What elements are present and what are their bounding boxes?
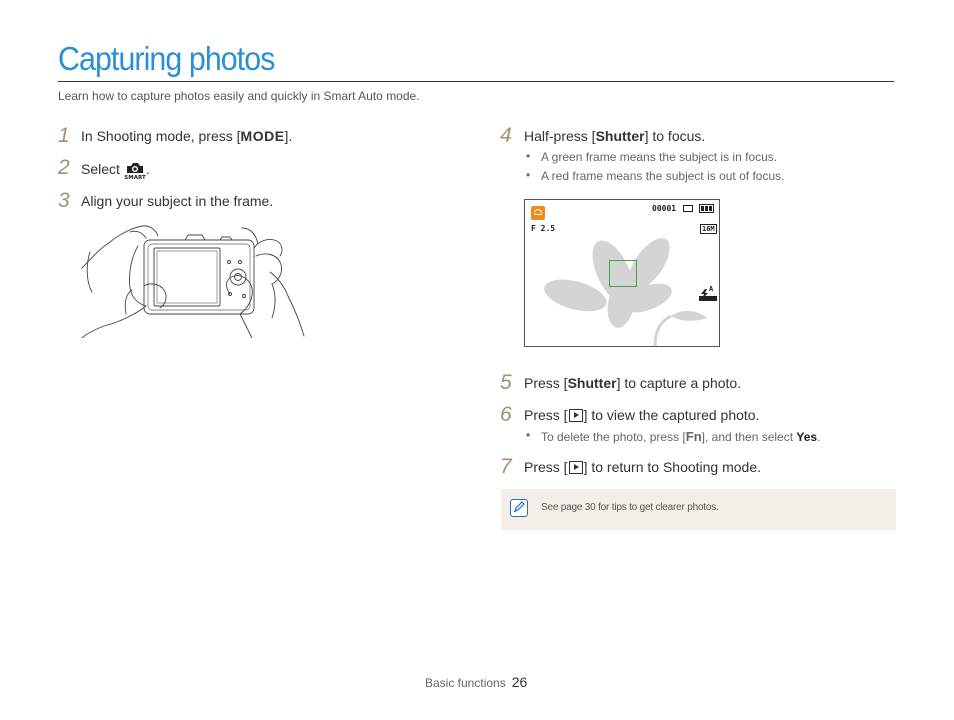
step-1 bbox=[81, 128, 292, 144]
bullet-green-frame bbox=[526, 149, 778, 164]
step-number-3: 3 bbox=[58, 189, 70, 212]
step-4 bbox=[524, 128, 705, 144]
memory-card-icon bbox=[683, 205, 693, 212]
step-number-7: 7 bbox=[500, 455, 512, 478]
shutter-key: Shutter bbox=[595, 128, 645, 144]
step-7-text-before: Press [ bbox=[524, 459, 568, 475]
step-number-6: 6 bbox=[500, 403, 512, 426]
focus-frame bbox=[609, 260, 637, 287]
step-6-text-after: ] to view the captured photo. bbox=[583, 407, 760, 423]
page-number: 26 bbox=[511, 674, 528, 690]
battery-icon bbox=[699, 204, 714, 213]
footer-section-name: Basic functions bbox=[425, 676, 506, 690]
playback-icon bbox=[569, 409, 583, 422]
step-number-1: 1 bbox=[58, 124, 70, 147]
playback-icon bbox=[569, 461, 583, 474]
shutter-key: Shutter bbox=[567, 375, 617, 391]
step-7 bbox=[524, 459, 761, 475]
title-divider bbox=[58, 81, 894, 82]
step-5-text-after: ] to capture a photo. bbox=[616, 375, 742, 391]
page-footer bbox=[425, 674, 527, 690]
bullet-red-frame-text: A red frame means the subject is out of focus. bbox=[541, 169, 785, 183]
step-4-text-before: Half-press [ bbox=[524, 128, 596, 144]
mode-key: MODE bbox=[240, 128, 285, 144]
shot-counter: 00001 bbox=[652, 204, 677, 213]
step-2 bbox=[81, 160, 150, 180]
step-2-text-after: . bbox=[145, 161, 150, 177]
tip-note-box bbox=[501, 489, 896, 530]
flash-mode-label: A bbox=[709, 285, 714, 293]
bullet-dot: • bbox=[526, 428, 531, 442]
image-size-badge: 16M bbox=[702, 225, 715, 233]
hands-holding-camera-illustration bbox=[80, 222, 306, 338]
step-number-2: 2 bbox=[58, 156, 70, 179]
flash-status-bar bbox=[699, 296, 717, 301]
step-3: Align your subject in the frame. bbox=[81, 193, 274, 209]
pencil-note-icon bbox=[510, 499, 528, 517]
flash-auto-icon bbox=[700, 286, 709, 304]
page-title: Capturing photos bbox=[58, 40, 275, 77]
bullet-delete-photo bbox=[526, 428, 821, 444]
yes-option: Yes bbox=[796, 430, 818, 444]
step-number-4: 4 bbox=[500, 124, 512, 147]
camera-viewfinder bbox=[524, 199, 720, 347]
step-6 bbox=[524, 407, 759, 423]
step-1-text-after: ]. bbox=[284, 128, 293, 144]
aperture-readout: F 2.5 bbox=[531, 224, 556, 233]
smart-mode-indicator-icon bbox=[531, 206, 545, 220]
step-5 bbox=[524, 375, 741, 391]
fn-key: Fn bbox=[685, 429, 702, 444]
bullet-dot: • bbox=[526, 168, 531, 182]
step-7-text-after: ] to return to Shooting mode. bbox=[583, 459, 762, 475]
step-1-text-before: In Shooting mode, press [ bbox=[81, 128, 241, 144]
tip-note-text: See page 30 for tips to get clearer photos. bbox=[541, 502, 719, 513]
step-2-text-before: Select bbox=[81, 161, 120, 177]
step-4-text-after: ] to focus. bbox=[644, 128, 706, 144]
bullet-delete-text-before: To delete the photo, press [ bbox=[541, 430, 686, 444]
step-5-text-before: Press [ bbox=[524, 375, 568, 391]
bullet-delete-text-mid: ], and then select bbox=[701, 430, 797, 444]
step-6-text-before: Press [ bbox=[524, 407, 568, 423]
bullet-delete-text-after: . bbox=[817, 430, 821, 444]
bullet-green-frame-text: A green frame means the subject is in focus. bbox=[541, 150, 778, 164]
bullet-red-frame bbox=[526, 168, 785, 183]
smart-auto-icon bbox=[124, 160, 146, 180]
smart-icon-label: SMART bbox=[124, 175, 146, 180]
page-subtitle: Learn how to capture photos easily and quickly in Smart Auto mode. bbox=[58, 89, 420, 103]
bullet-dot: • bbox=[526, 149, 531, 163]
step-number-5: 5 bbox=[500, 371, 512, 394]
